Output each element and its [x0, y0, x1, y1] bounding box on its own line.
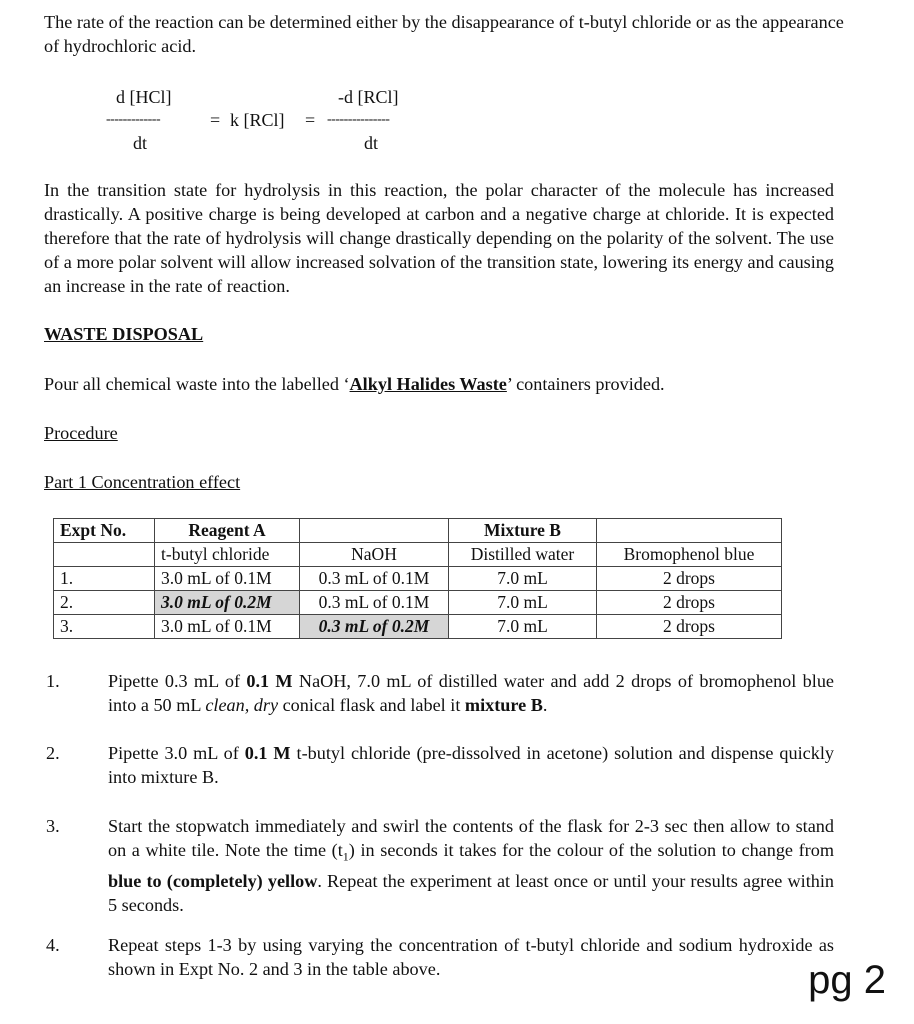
cell-naoh-highlighted: 0.3 mL of 0.2M [300, 615, 449, 639]
equation-fraction-bar-right: --------------- [327, 112, 390, 127]
cell-indicator: 2 drops [597, 591, 782, 615]
subheader-distilled-water: Distilled water [449, 543, 597, 567]
subheader-t-butyl-chloride: t-butyl chloride [155, 543, 300, 567]
step-4-text: Repeat steps 1-3 by using varying the concentration of t-butyl chloride and sodium hydroxide as shown in Expt No. 2 and 3 in the table above. [108, 935, 834, 979]
waste-text-before: Pour all chemical waste into the labelled ‘ [44, 374, 350, 394]
table-subheader-row [54, 543, 782, 567]
step-1-part: NaOH, 7.0 mL of distilled water and add 2 drops of bromophenol blue into a 50 mL [108, 671, 834, 715]
step-3-part: ) in seconds it takes for the colour of the solution to change from [348, 840, 834, 860]
equation-numerator-right: -d [RCl] [338, 87, 399, 107]
intro-paragraph: The rate of the reaction can be determined either by the disappearance of t-butyl chloride or as the appearance of hydrochloric acid. [44, 12, 844, 56]
cell-water: 7.0 mL [449, 591, 597, 615]
step-2-number: 2. [46, 743, 60, 763]
step-1-italic: clean, dry [205, 695, 279, 715]
equation-fraction-bar-left: ------------- [106, 112, 161, 127]
equation-numerator-left: d [HCl] [116, 87, 172, 107]
table-row [54, 591, 782, 615]
cell-naoh: 0.3 mL of 0.1M [300, 567, 449, 591]
header-blank-2 [597, 519, 782, 543]
part1-heading: Part 1 Concentration effect [44, 472, 241, 492]
cell-expt-no: 2. [54, 591, 155, 615]
header-expt-no: Expt No. [54, 519, 155, 543]
step-1-bold-concentration: 0.1 M [246, 671, 293, 691]
waste-text-after: ’ containers provided. [506, 374, 665, 394]
cell-naoh: 0.3 mL of 0.1M [300, 591, 449, 615]
cell-reagent-a-highlighted: 3.0 mL of 0.2M [155, 591, 300, 615]
subheader-bromophenol-blue: Bromophenol blue [597, 543, 782, 567]
subheader-naoh: NaOH [300, 543, 449, 567]
step-3-bold-colour-change: blue to (completely) yellow [108, 870, 318, 891]
step-3-part: Start the stopwatch immediately and swirl the contents of the flask for 2-3 sec then allow to stand on a white tile. Note the time (t [108, 816, 834, 860]
table-header-row [54, 519, 782, 543]
page-number-label: pg 2 [808, 958, 886, 1002]
equation-denominator-right: dt [364, 133, 379, 153]
step-2-part: Pipette 3.0 mL of [108, 743, 245, 763]
step-1-part: . [542, 695, 548, 715]
step-3-part: . Repeat the experiment at least once or until your results agree within 5 seconds. [108, 870, 834, 915]
step-1-number: 1. [46, 671, 60, 691]
cell-reagent-a: 3.0 mL of 0.1M [155, 615, 300, 639]
cell-indicator: 2 drops [597, 567, 782, 591]
reagent-table [53, 518, 782, 639]
step-1-text [108, 669, 834, 717]
step-3-number: 3. [46, 816, 60, 836]
cell-water: 7.0 mL [449, 567, 597, 591]
step-3-text [108, 814, 834, 917]
table-row [54, 567, 782, 591]
step-2-text [108, 741, 834, 789]
transition-state-paragraph: In the transition state for hydrolysis in this reaction, the polar character of the molecule has increased drastically. A positive charge is being developed at carbon and a negative charge at chloride. It is expected therefore that the rate of hydrolysis will change drastically depending on the polarity of the solvent. The use of a more polar solvent will allow increased solvation of the transition state, lowering its energy and causing an increase in the rate of reaction. [44, 180, 834, 296]
procedure-heading: Procedure [44, 423, 118, 443]
equation-denominator-left: dt [133, 133, 148, 153]
step-1-bold-mixture: mixture B [464, 695, 543, 715]
step-3-subscript: 1 [342, 849, 349, 864]
step-1-part: Pipette 0.3 mL of [108, 671, 247, 691]
cell-expt-no: 3. [54, 615, 155, 639]
step-2-part: t-butyl chloride (pre-dissolved in acetone) solution and dispense quickly into mixture B. [108, 743, 834, 787]
waste-disposal-heading: WASTE DISPOSAL [44, 324, 204, 344]
step-1-part: conical flask and label it [278, 695, 465, 715]
header-mixture-b: Mixture B [449, 519, 597, 543]
header-blank [300, 519, 449, 543]
waste-disposal-text [44, 372, 665, 396]
cell-water: 7.0 mL [449, 615, 597, 639]
equation-equals-1: = [210, 110, 221, 130]
header-reagent-a: Reagent A [155, 519, 300, 543]
subheader-blank [54, 543, 155, 567]
step-2-bold-concentration: 0.1 M [244, 743, 291, 763]
cell-expt-no: 1. [54, 567, 155, 591]
cell-indicator: 2 drops [597, 615, 782, 639]
step-4-number: 4. [46, 935, 60, 955]
equation-rate-law: k [RCl] [230, 110, 285, 130]
rate-equation [100, 86, 460, 158]
equation-equals-2: = [305, 110, 316, 130]
waste-container-label: Alkyl Halides Waste [349, 374, 507, 394]
table-row [54, 615, 782, 639]
cell-reagent-a: 3.0 mL of 0.1M [155, 567, 300, 591]
